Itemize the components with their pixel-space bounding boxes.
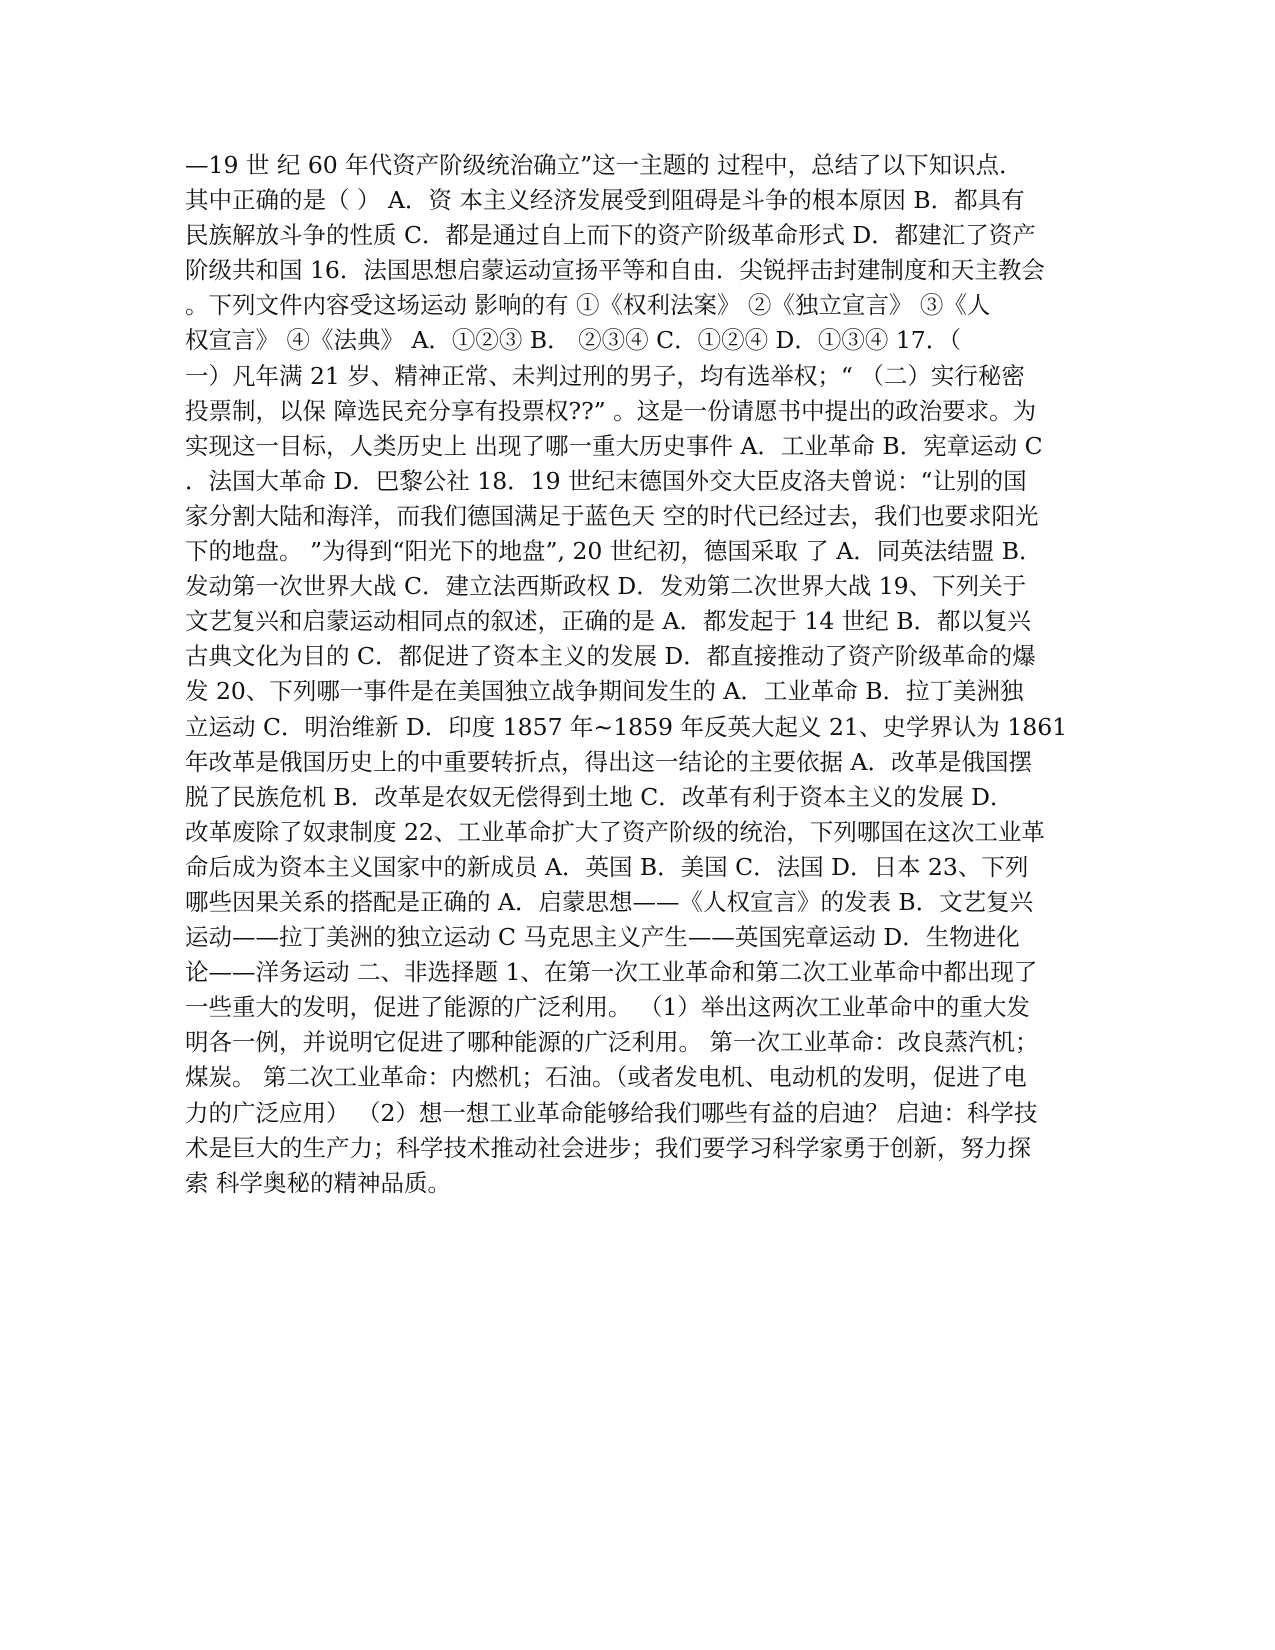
text-line-16: 发 20、下列哪一事件是在美国独立战争期间发生的 A．工业革命 B．拉丁美洲独 bbox=[185, 677, 1024, 706]
text-line-30: 索 科学奥秘的精神品质。 bbox=[185, 1168, 451, 1197]
text-line-19: 脱了民族危机 B．改革是农奴无偿得到土地 C．改革有利于资本主义的发展 D． bbox=[185, 782, 1014, 811]
text-line-1: —19 世 纪 60 年代资产阶级统治确立”这一主题的 过程中，总结了以下知识点． bbox=[185, 151, 1023, 179]
text-line-8: 投票制，以保 障选民充分享有投票权??” 。这是一份请愿书中提出的政治要求。为 bbox=[185, 396, 1037, 425]
text-line-28: 力的广泛应用） （2）想一想工业革命能够给我们哪些有益的启迪？ 启迪：科学技 bbox=[185, 1098, 1038, 1127]
text-line-29: 术是巨大的生产力；科学技术推动社会进步；我们要学习科学家勇于创新，努力探 bbox=[185, 1133, 1031, 1162]
text-line-10: ．法国大革命 D．巴黎公社 18．19 世纪末德国外交大臣皮洛夫曾说：“让别的国 bbox=[185, 466, 1027, 495]
text-line-21: 命后成为资本主义国家中的新成员 A．英国 B．美国 C．法国 D．日本 23、下列 bbox=[185, 852, 1029, 881]
text-line-11: 家分割大陆和海洋，而我们德国满足于蓝色天 空的时代已经过去，我们也要求阳光 bbox=[185, 501, 1039, 530]
text-line-7: 一）凡年满 21 岁、精神正常、未判过刑的男子，均有选举权；“ （二）实行秘密 bbox=[185, 361, 1025, 390]
text-line-13: 发动第一次世界大战 C．建立法西斯政权 D．发劝第二次世界大战 19、下列关于 bbox=[185, 572, 1027, 601]
text-line-4: 阶级共和国 16．法国思想启蒙运动宣扬平等和自由．尖锐抨击封建制度和天主教会 bbox=[185, 256, 1045, 285]
text-line-18: 年改革是俄国历史上的中重要转折点，得出这一结论的主要依据 A．改革是俄国摆 bbox=[185, 747, 1032, 776]
text-line-26: 明各一例，并说明它促进了哪种能源的广泛利用。 第一次工业革命：改良蒸汽机； bbox=[185, 1028, 1039, 1057]
text-line-2: 其中正确的是（ ） A．资 本主义经济发展受到阻碍是斗争的根本原因 B．都具有 bbox=[185, 186, 1025, 215]
text-line-23: 运动——拉丁美洲的独立运动 C 马克思主义产生——英国宪章运动 D．生物进化 bbox=[185, 923, 1020, 952]
text-line-9: 实现这一目标，人类历史上 出现了哪一重大历史事件 A．工业革命 B．宪章运动 C bbox=[185, 431, 1043, 460]
document-body bbox=[185, 148, 1115, 1201]
text-line-5: 。下列文件内容受这场运动 影响的有 ①《权利法案》 ②《独立宣言》 ③《人 bbox=[185, 291, 991, 320]
text-line-12: 下的地盘。 ”为得到“阳光下的地盘”, 20 世纪初，德国采取 了 A．同英法结盟 B． bbox=[185, 537, 1043, 566]
text-line-15: 古典文化为目的 C．都促进了资本主义的发展 D．都直接推动了资产阶级革命的爆 bbox=[185, 642, 1036, 671]
text-line-25: 一些重大的发明，促进了能源的广泛利用。 （1）举出这两次工业革命中的重大发 bbox=[185, 993, 1030, 1022]
text-line-22: 哪些因果关系的搭配是正确的 A．启蒙思想——《人权宣言》的发表 B．文艺复兴 bbox=[185, 887, 1034, 916]
text-line-14: 文艺复兴和启蒙运动相同点的叙述，正确的是 A．都发起于 14 世纪 B．都以复兴 bbox=[185, 607, 1032, 636]
text-line-20: 改革废除了奴隶制度 22、工业革命扩大了资产阶级的统治，下列哪国在这次工业革 bbox=[185, 817, 1045, 846]
text-line-3: 民族解放斗争的性质 C．都是通过自上而下的资产阶级革命形式 D．都建汇了资产 bbox=[185, 221, 1036, 250]
text-line-17: 立运动 C．明治维新 D．印度 1857 年~1859 年反英大起义 21、史学界认为 1861 bbox=[185, 712, 1068, 741]
text-line-24: 论——洋务运动 二、非选择题 1、在第一次工业革命和第二次工业革命中都出现了 bbox=[185, 958, 1038, 987]
text-line-27: 煤炭。 第二次工业革命：内燃机；石油。（或者发电机、电动机的发明，促进了电 bbox=[185, 1063, 1027, 1092]
text-line-6: 权宣言》 ④《法典》 A．①②③ B． ②③④ C．①②④ D．①③④ 17．（ bbox=[185, 326, 962, 355]
